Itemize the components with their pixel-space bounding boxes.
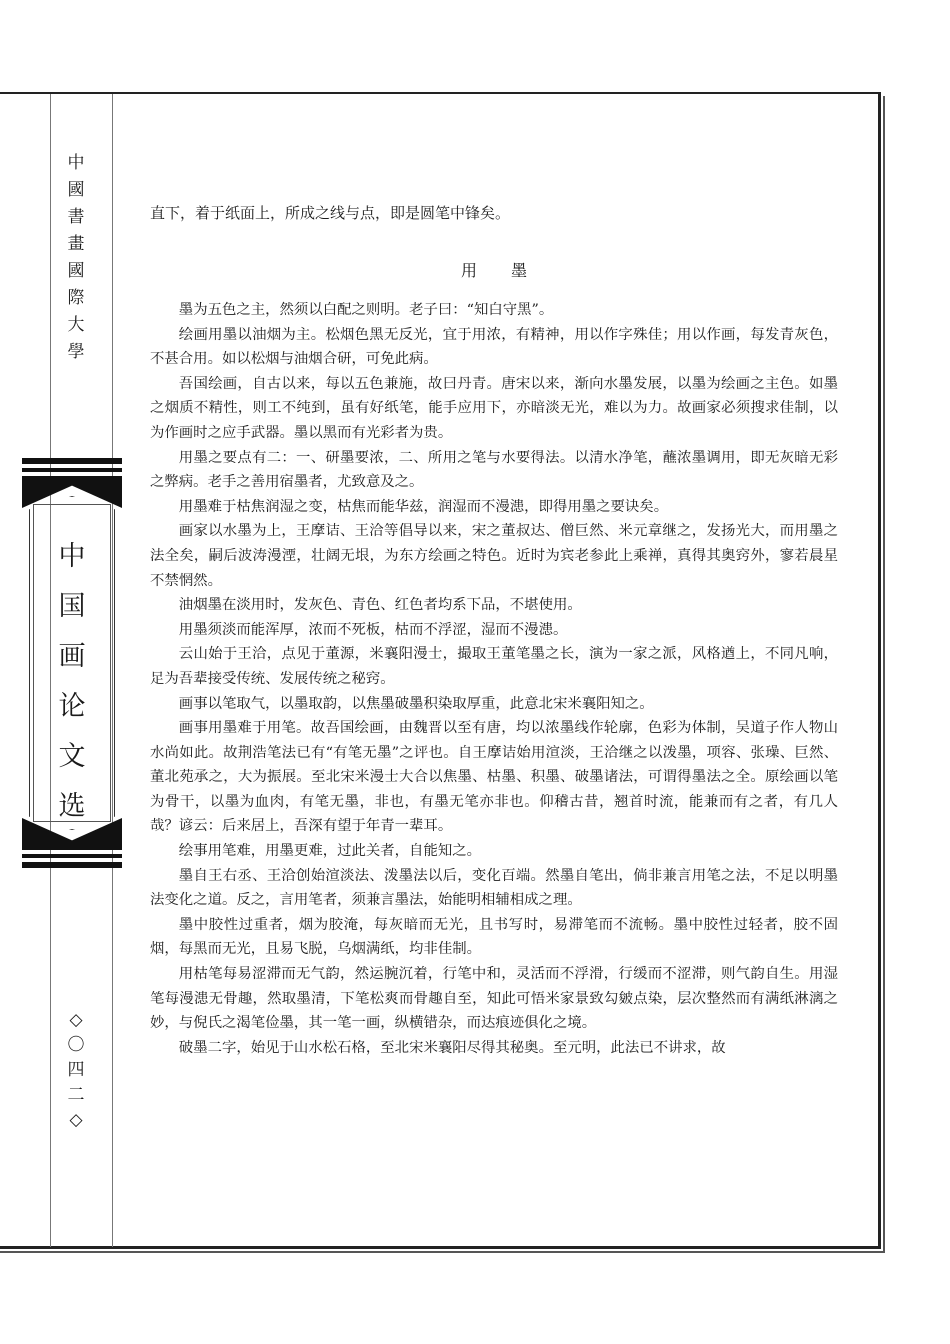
paragraph: 画事用墨难于用笔。故吾国绘画，由魏晋以至有唐，均以浓墨线作轮廓，色彩为体制，吴道子作人物山水尚如此。故荆浩笔法已有“有笔无墨”之评也。自王摩诘始用渲淡，王洽继之以泼墨，项容、张璪、巨然、董北苑承之，大为振展。至北宋米漫士大合以焦墨、枯墨、积墨、破墨诸法，可谓得墨法之全。原绘画以笔为骨干，以墨为血肉，有笔无墨，非也，有墨无笔亦非也。仰稽古昔，翘首时流，能兼而有之者，有几人哉？谚云：后来居上，吾深有望于年青一辈耳。: [150, 720, 838, 835]
book-title-band: [22, 854, 122, 858]
paragraph: 画家以水墨为上，王摩诘、王洽等倡导以来，宋之董叔达、僧巨然、米元章继之，发扬光大，而用墨之法全矣，嗣后波涛漫湮，壮阔无垠，为东方绘画之特色。近时为宾老参此上乘禅，真得其奥窍外，寥若晨星不禁惘然。: [150, 523, 838, 589]
paragraph: 用墨须淡而能浑厚，浓而不死板，枯而不浮涩，湿而不漫漶。: [178, 621, 568, 638]
book-title-band: [22, 468, 122, 472]
book-title-band: [22, 862, 122, 868]
book-title-char: 文: [58, 741, 86, 772]
book-title-char: 论: [58, 691, 86, 722]
university-title-char: 畫: [67, 234, 85, 254]
paragraph: 画事以笔取气，以墨取韵，以焦墨破墨积染取厚重，此意北宋米襄阳知之。: [178, 695, 654, 712]
page-number-char: 〇: [67, 1035, 85, 1055]
page-number-char: ◇: [69, 1010, 83, 1030]
paragraph: 用墨难于枯焦润湿之变，枯焦而能华兹，润湿而不漫漶，即得用墨之要诀矣。: [178, 498, 669, 515]
university-title-char: 書: [67, 207, 85, 227]
book-title-char: 画: [58, 641, 86, 672]
paragraph: 油烟墨在淡用时，发灰色、青色、红色者均系下品，不堪使用。: [178, 597, 582, 614]
paragraph: 破墨二字，始见于山水松石格，至北宋米襄阳尽得其秘奥。至元明，此法已不讲求，故: [178, 1039, 726, 1056]
book-title-char: 中: [58, 541, 86, 572]
page-number-char: 二: [67, 1085, 85, 1105]
paragraph: 绘事用笔难，用墨更难，过此关者，自能知之。: [178, 843, 482, 860]
page-number-char: ◇: [69, 1110, 83, 1130]
book-title-char: 国: [58, 591, 86, 622]
university-title-char: 國: [67, 261, 85, 281]
book-title-band: [22, 458, 122, 464]
book-title-char: 选: [58, 791, 86, 822]
paragraph: 绘画用墨以油烟为主。松烟色黑无反光，宜于用浓，有精神，用以作字殊佳；用以作画，每发青灰色，不甚合用。如以松烟与油烟合研，可免此病。: [150, 326, 838, 368]
university-title-char: 大: [67, 315, 85, 335]
university-title-char: 學: [67, 342, 85, 362]
book-title: [48, 532, 96, 832]
paragraph: 墨为五色之主，然须以白配之则明。老子曰：“知白守黑”。: [178, 302, 554, 318]
university-title-char: 國: [67, 180, 85, 200]
university-title-char: 際: [67, 288, 85, 308]
paragraph: 用墨之要点有二：一、研墨要浓，二、所用之笔与水要得法。以清水净笔，蘸浓墨调用，即无灰暗无彩之弊病。老手之善用宿墨者，尤致意及之。: [150, 449, 838, 491]
page-number-char: 四: [67, 1060, 85, 1080]
body-text: [150, 200, 838, 1060]
section-heading: 用墨: [460, 261, 561, 280]
paragraph: 墨中胶性过重者，烟为胶淹，每灰暗而无光，且书写时，易滞笔而不流畅。墨中胶性过轻者，胶不固烟，每黑而无光，且易飞脱，乌烟满纸，均非佳制。: [150, 916, 838, 958]
university-title-char: 中: [67, 153, 85, 173]
paragraph: 墨自王右丞、王洽创始渲淡法、泼墨法以后，变化百端。然墨自笔出，倘非兼言用笔之法，不足以明墨法变化之道。反之，言用笔者，须兼言墨法，始能明相辅相成之理。: [150, 867, 838, 909]
university-title: [62, 150, 90, 366]
paragraph: 吾国绘画，自古以来，每以五色兼施，故曰丹青。唐宋以来，渐向水墨发展，以墨为绘画之主色。如墨之烟质不精性，则工不纯到，虽有好纸笔，能手应用下，亦暗淡无光，难以为力。故画家必须搜求佳制，以为作画时之应手武器。墨以黑而有光彩者为贵。: [150, 375, 838, 441]
continued-line: 直下，着于纸面上，所成之线与点，即是圆笔中锋矣。: [150, 204, 511, 222]
page-number: [64, 1008, 88, 1133]
paragraph: 云山始于王洽，点见于董源，米襄阳漫士，撮取王董笔墨之长，演为一家之派，风格遒上，不同凡响，足为吾辈接受传统、发展传统之秘窍。: [150, 646, 838, 687]
paragraph: 用枯笔每易涩滞而无气韵，然运腕沉着，行笔中和，灵活而不浮滑，行缓而不涩滞，则气韵自生。用湿笔每漫漶无骨趣，然取墨清，下笔松爽而骨趣自至，知此可悟米家景致勾皴点染，层次整然而有满纸淋漓之妙，与倪氏之渴笔俭墨，其一笔一画，纵横错杂，而达痕迹俱化之境。: [150, 966, 838, 1032]
